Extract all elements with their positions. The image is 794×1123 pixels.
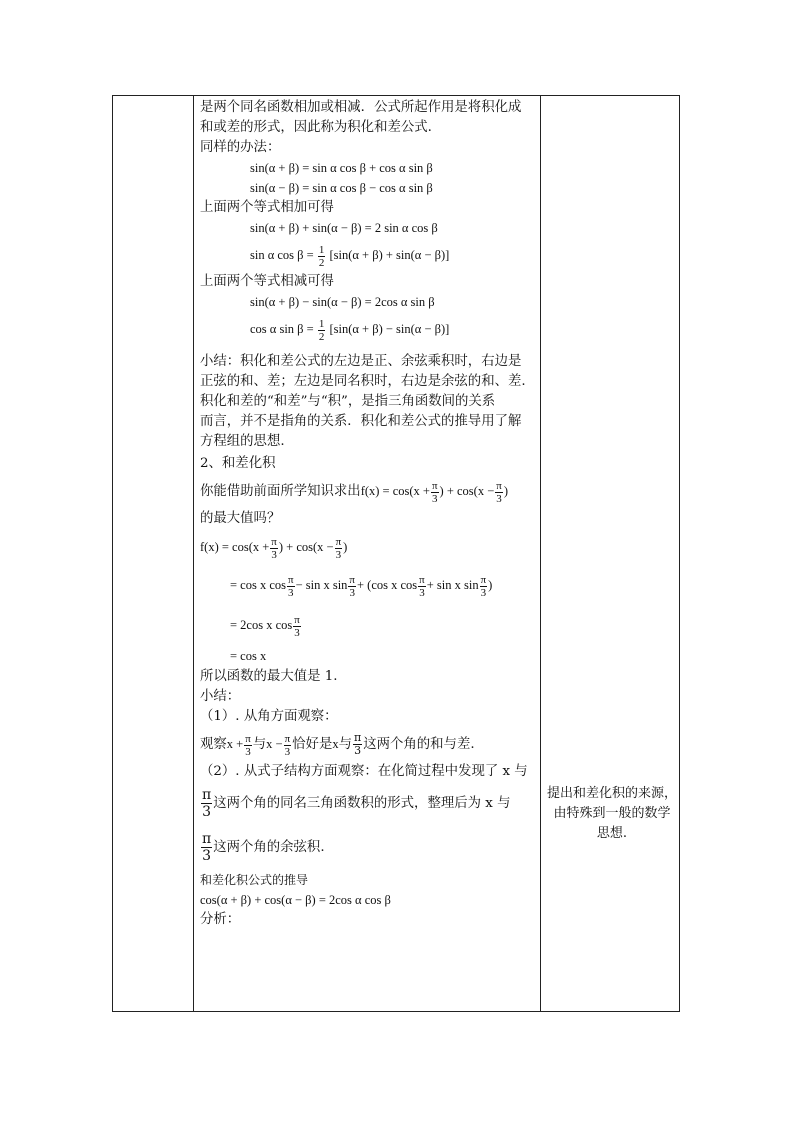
text-line: 是两个同名函数相加或相减．公式所起作用是将积化成: [200, 100, 522, 115]
formula: sin(α + β) + sin(α − β) = 2 sin α cos β: [250, 221, 438, 235]
column-divider: [193, 96, 194, 1011]
formula-part: sin α cos β =: [250, 248, 314, 262]
text-line: 上面两个等式相减可得: [200, 274, 334, 289]
text-line: $\frac{\pi}{3}$ 这两个角的同名三角函数积的形式，整理后为 x 与: [202, 787, 511, 820]
summary-line: 积化和差的“和差”与“积”，是指三角函数间的关系: [200, 394, 496, 409]
formula-part: cos α sin β =: [250, 322, 314, 336]
summary-line: 小结：积化和差公式的左边是正、余弦乘积时，右边是: [200, 354, 522, 369]
formula: sin(α + β) = sin α cos β + cos α sin β: [250, 161, 433, 175]
column-divider: [540, 96, 541, 1011]
summary-line: 方程组的思想.: [200, 434, 285, 449]
formula: = 2cos x cos $\frac{\pi}{3}$: [230, 613, 300, 639]
formula: [200, 238, 536, 272]
formula: sin(α + β) − sin(α − β) = 2cos α sin β: [250, 295, 435, 309]
fraction-one-half: $\frac{1}{2}$: [318, 317, 325, 343]
content-cell: [200, 98, 536, 930]
text-line: 小结：: [200, 689, 241, 704]
text-line: 和或差的形式，因此称为积化和差公式.: [200, 120, 432, 135]
text-line: 和差化积公式的推导: [200, 873, 309, 887]
text-line: $\frac{\pi}{3}$ 这两个角的余弦积.: [202, 831, 325, 864]
fraction-one-half: $\frac{1}{2}$: [318, 243, 325, 269]
note-line: 提出和差化积的来源，: [546, 786, 677, 801]
lesson-table: [112, 95, 680, 1012]
formula-part: [sin(α + β) − sin(α − β)]: [329, 322, 450, 336]
formula: = cos x: [230, 649, 267, 663]
text-line: （2）. 从式子结构方面观察：在化简过程中发现了 x 与: [200, 764, 528, 779]
formula-part: [sin(α + β) + sin(α − β)]: [329, 248, 450, 262]
question-line: 的最大值吗？: [200, 511, 281, 526]
note-line: 思想.: [596, 826, 628, 841]
summary-line: 而言，并不是指角的关系．积化和差公式的推导用了解: [200, 414, 522, 429]
note-cell: [543, 784, 681, 844]
text-line: （1）. 从角方面观察：: [200, 709, 338, 724]
formula: [200, 312, 536, 346]
observation-line: 观察x + $\frac{\pi}{3}$ 与x − $\frac{\pi}{3}$ 恰好是x与 $\frac{\pi}{3}$ 这两个角的和与差.: [200, 731, 475, 758]
summary-line: 正弦的和、差；左边是同名积时，右边是余弦的和、差.: [200, 374, 526, 389]
note-line: 由特殊到一般的数学: [553, 806, 671, 821]
formula: f(x) = cos(x + $\frac{\pi}{3}$ ) + cos(x − $\frac{\pi}{3}$ ): [200, 535, 348, 561]
formula: = cos x cos $\frac{\pi}{3}$ − sin x sin $\frac{\pi}{3}$ + (cos x cos $\frac{\pi}{3}$ + sin x sin $\frac{\pi}{3}$ ): [230, 573, 493, 599]
text-line: 同样的办法：: [200, 140, 281, 155]
text-line: 所以函数的最大值是 1.: [200, 669, 338, 684]
section-heading: 2、和差化积: [200, 456, 276, 471]
text-line: 上面两个等式相加可得: [200, 200, 334, 215]
text-line: 分析：: [200, 912, 241, 927]
formula: cos(α + β) + cos(α − β) = 2cos α cos β: [200, 893, 391, 907]
formula: sin(α − β) = sin α cos β − cos α sin β: [250, 181, 433, 195]
question-line: 你能借助前面所学知识求出f(x) = cos(x + $\frac{\pi}{3}$ ) + cos(x − $\frac{\pi}{3}$ ): [200, 479, 508, 505]
